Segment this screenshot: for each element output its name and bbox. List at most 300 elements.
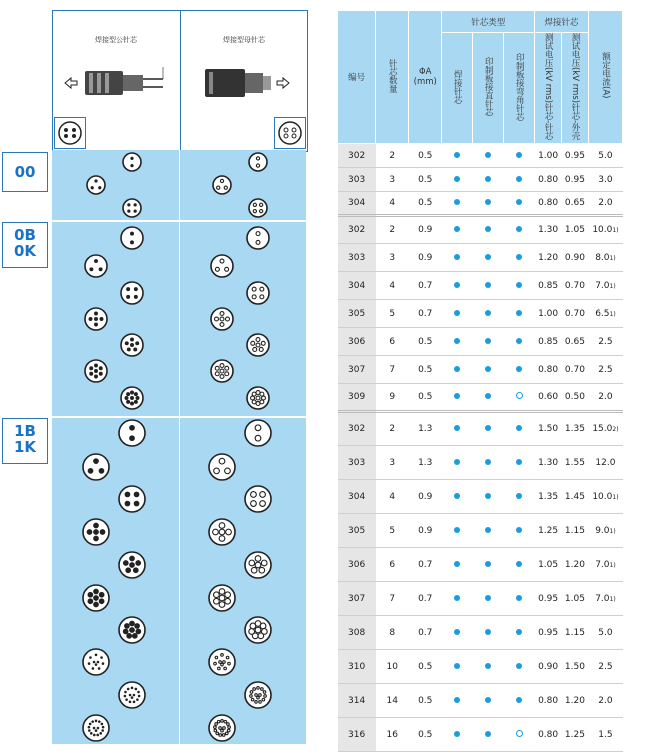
table-row [338,582,623,616]
cell-phi-a: 1.3 [409,412,442,446]
cell-volt-pin-shell: 0.70 [562,356,589,384]
rated-current-note: 1) [612,493,619,501]
cell-pin-type-marker [504,446,535,480]
table-row [338,356,623,384]
cell-pin-type-marker [504,616,535,650]
cell-pin-type-marker [504,216,535,244]
filled-dot-icon [516,595,522,601]
cell-pin-type-marker [473,144,504,168]
female-face-4-pin-icon [247,282,269,304]
spec-table [337,10,623,752]
cell-pin-count: 9 [376,384,409,412]
cell-rated-current [588,412,622,446]
filled-dot-icon [485,731,491,737]
filled-dot-icon [454,629,460,635]
cell-rated-current [588,650,622,684]
cell-pin-count: 7 [376,582,409,616]
cell-pin-count: 6 [376,548,409,582]
filled-dot-icon [485,366,491,372]
cell-phi-a: 0.5 [409,356,442,384]
cell-pin-type-marker [473,718,504,752]
cell-pin-type-marker [442,272,473,300]
cell-pin-type-marker [442,384,473,412]
cell-pin-type-marker [473,300,504,328]
cell-volt-pin-shell: 1.20 [562,684,589,718]
rated-current-value: 7.0 [595,593,610,604]
cell-pin-type-marker [442,356,473,384]
filled-dot-icon [485,459,491,465]
filled-dot-icon [516,697,522,703]
female-face-4-pin-icon [249,199,267,217]
cell-pin-type-marker [473,616,504,650]
cell-pin-type-marker [504,684,535,718]
cell-phi-a: 0.7 [409,616,442,650]
male-face-3-pin-icon [87,176,105,194]
male-face-2-pin-icon [121,227,143,249]
filled-dot-icon [454,254,460,260]
male-face-14-pin-icon [119,682,145,708]
cell-code: 305 [338,514,376,548]
cell-pin-type-marker [442,144,473,168]
cell-pin-type-marker [442,548,473,582]
filled-dot-icon [516,629,522,635]
filled-dot-icon [516,282,522,288]
cell-pin-count: 8 [376,616,409,650]
rated-current-value: 2.5 [598,336,613,347]
cell-pin-type-marker [504,192,535,216]
filled-dot-icon [485,697,491,703]
table-row [338,272,623,300]
cell-pin-type-marker [442,328,473,356]
table-row [338,412,623,446]
cell-volt-pin-shell: 0.70 [562,300,589,328]
cell-volt-pin-shell: 0.70 [562,272,589,300]
cell-pin-type-marker [473,168,504,192]
cell-pin-count: 7 [376,356,409,384]
male-face-5-pin-icon [85,308,107,330]
filled-dot-icon [454,595,460,601]
cell-volt-pin-shell: 1.15 [562,616,589,650]
filled-dot-icon [454,176,460,182]
cell-pin-count: 4 [376,480,409,514]
table-row [338,650,623,684]
cell-rated-current [588,718,622,752]
rated-current-value: 6.5 [595,308,610,319]
filled-dot-icon [454,199,460,205]
filled-dot-icon [485,425,491,431]
rated-current-note: 1) [609,595,616,603]
male-face-9-pin-icon [121,387,143,409]
cell-phi-a: 1.3 [409,446,442,480]
cell-code: 314 [338,684,376,718]
cell-pin-type-marker [504,144,535,168]
cell-pin-type-marker [442,168,473,192]
cell-rated-current [588,446,622,480]
group-label-00-text: 00 [14,163,36,181]
cell-volt-pin-pin: 0.85 [535,272,562,300]
cell-volt-pin-pin: 0.95 [535,582,562,616]
cell-pin-type-marker [473,356,504,384]
female-face-3-pin-icon [209,454,235,480]
group-label-0k-text: 0K [13,242,37,260]
male-face-2-pin-icon [119,420,145,446]
male-face-4-pin-icon [121,282,143,304]
table-row [338,480,623,514]
cell-pin-type-marker [504,244,535,272]
cell-pin-type-marker [473,480,504,514]
female-face-4-pin-icon [245,486,271,512]
female-face-5-pin-icon [211,308,233,330]
cell-phi-a: 0.7 [409,548,442,582]
filled-dot-icon [454,493,460,499]
table-row [338,616,623,650]
filled-dot-icon [454,282,460,288]
cell-pin-type-marker [473,192,504,216]
cell-pin-type-marker [442,300,473,328]
cell-phi-a: 0.5 [409,328,442,356]
cell-code: 304 [338,272,376,300]
cell-volt-pin-pin: 1.30 [535,446,562,480]
filled-dot-icon [485,629,491,635]
cell-code: 302 [338,144,376,168]
cell-pin-count: 2 [376,412,409,446]
cell-volt-pin-shell: 0.95 [562,144,589,168]
cell-pin-type-marker [473,446,504,480]
table-row [338,514,623,548]
cell-code: 302 [338,412,376,446]
cell-pin-type-marker [473,684,504,718]
cell-pin-type-marker [473,328,504,356]
group-label-1b-text: 1B [14,422,36,440]
rated-current-value: 10.0 [592,491,613,502]
filled-dot-icon [516,199,522,205]
female-face-6-pin-icon [245,552,271,578]
cell-pin-count: 5 [376,300,409,328]
filled-dot-icon [454,366,460,372]
cell-volt-pin-pin: 0.60 [535,384,562,412]
cell-volt-pin-pin: 1.50 [535,412,562,446]
cell-rated-current [588,216,622,244]
cell-volt-pin-shell: 1.35 [562,412,589,446]
header-volt-pin-shell: 测试电压(kV rms)针芯-外壳 [562,33,589,144]
filled-dot-icon [485,493,491,499]
table-row [338,328,623,356]
cell-rated-current [588,384,622,412]
female-face-5-pin-icon [209,519,235,545]
cell-rated-current [588,244,622,272]
rated-current-note: 1) [609,254,616,262]
cell-volt-pin-pin: 1.00 [535,144,562,168]
cell-volt-pin-pin: 1.05 [535,548,562,582]
cell-code: 304 [338,192,376,216]
cell-volt-pin-shell: 0.65 [562,328,589,356]
table-row [338,300,623,328]
cell-pin-type-marker [473,582,504,616]
cell-rated-current [588,168,622,192]
header-weld-test: 焊接针芯 [535,11,589,33]
female-face-2-pin-icon [245,420,271,446]
cell-rated-current [588,328,622,356]
cell-pin-type-marker [442,684,473,718]
cell-pin-type-marker [504,384,535,412]
cell-phi-a: 0.5 [409,192,442,216]
cell-pin-count: 2 [376,216,409,244]
cell-phi-a: 0.7 [409,582,442,616]
male-face-4-pin-icon [119,486,145,512]
rated-current-value: 2.0 [598,198,613,209]
male-face-5-pin-icon [83,519,109,545]
cell-volt-pin-shell: 1.50 [562,650,589,684]
header-weld-pin: 焊接针芯 [442,33,473,144]
hollow-dot-icon [516,730,523,737]
filled-dot-icon [485,152,491,158]
rated-current-value: 2.0 [598,392,613,403]
header-phi-a: ΦA (mm) [409,11,442,144]
male-face-6-pin-icon [121,334,143,356]
filled-dot-icon [516,663,522,669]
rated-current-value: 2.5 [598,661,613,672]
rated-current-value: 3.0 [598,174,613,185]
filled-dot-icon [516,425,522,431]
filled-dot-icon [516,366,522,372]
cell-pin-type-marker [442,216,473,244]
female-face-7-pin-icon [209,585,235,611]
cell-code: 305 [338,300,376,328]
filled-dot-icon [485,595,491,601]
cell-rated-current [588,480,622,514]
cell-pin-type-marker [473,216,504,244]
filled-dot-icon [454,152,460,158]
cell-phi-a: 0.5 [409,144,442,168]
female-face-8-pin-icon [245,617,271,643]
rated-current-value: 10.0 [592,225,613,236]
rated-current-note: 1) [609,527,616,535]
cell-pin-count: 4 [376,192,409,216]
cell-volt-pin-pin: 0.95 [535,616,562,650]
filled-dot-icon [516,254,522,260]
cell-volt-pin-pin: 0.85 [535,328,562,356]
filled-dot-icon [516,310,522,316]
filled-dot-icon [516,493,522,499]
cell-code: 304 [338,480,376,514]
table-row [338,718,623,752]
cell-rated-current [588,582,622,616]
male-face-3-pin-icon [83,454,109,480]
cell-volt-pin-pin: 0.80 [535,356,562,384]
header-code: 编号 [338,11,376,144]
cell-rated-current [588,272,622,300]
cell-volt-pin-shell: 0.90 [562,244,589,272]
cell-pin-type-marker [442,480,473,514]
cell-pin-count: 6 [376,328,409,356]
cell-phi-a: 0.5 [409,168,442,192]
filled-dot-icon [454,393,460,399]
cell-code: 307 [338,356,376,384]
female-face-9-pin-icon [247,387,269,409]
cell-volt-pin-shell: 1.05 [562,216,589,244]
table-row [338,684,623,718]
filled-dot-icon [485,310,491,316]
table-row [338,384,623,412]
rated-current-value: 9.0 [595,525,610,536]
filled-dot-icon [454,226,460,232]
cell-rated-current [588,548,622,582]
female-face-2-pin-icon [249,153,267,171]
rated-current-value: 5.0 [598,627,613,638]
cell-volt-pin-shell: 1.05 [562,582,589,616]
header-volt-pin-pin: 测试电压(kV rms)针芯-针芯 [535,33,562,144]
filled-dot-icon [485,338,491,344]
header-pin-count: 针芯数量 [376,11,409,144]
cell-code: 309 [338,384,376,412]
cell-pin-type-marker [473,244,504,272]
filled-dot-icon [516,561,522,567]
cell-pin-type-marker [442,582,473,616]
cell-volt-pin-shell: 1.45 [562,480,589,514]
cell-phi-a: 0.7 [409,300,442,328]
cell-pin-type-marker [442,650,473,684]
cell-pin-type-marker [504,514,535,548]
female-face-2-pin-icon [247,227,269,249]
cell-volt-pin-pin: 0.80 [535,168,562,192]
cell-volt-pin-shell: 0.50 [562,384,589,412]
filled-dot-icon [485,254,491,260]
table-row [338,144,623,168]
cell-volt-pin-pin: 1.35 [535,480,562,514]
male-face-10-pin-icon [83,649,109,675]
filled-dot-icon [454,561,460,567]
rated-current-value: 1.5 [598,729,613,740]
cell-code: 308 [338,616,376,650]
cell-volt-pin-shell: 1.55 [562,446,589,480]
cell-code: 302 [338,216,376,244]
rated-current-value: 15.0 [592,424,613,435]
cell-pin-type-marker [504,650,535,684]
cell-rated-current [588,144,622,168]
male-face-7-pin-icon [83,585,109,611]
header-pcb-straight: 印制板接直针芯 [473,33,504,144]
cell-phi-a: 0.5 [409,684,442,718]
cell-pin-type-marker [504,548,535,582]
rated-current-note: 2) [612,426,619,434]
filled-dot-icon [454,425,460,431]
rated-current-value: 2.5 [598,364,613,375]
filled-dot-icon [485,393,491,399]
male-face-2-pin-icon [123,153,141,171]
cell-pin-count: 14 [376,684,409,718]
cell-pin-type-marker [473,412,504,446]
cell-pin-type-marker [442,244,473,272]
male-face-4-pin-icon [123,199,141,217]
rated-current-value: 7.0 [595,280,610,291]
cell-pin-type-marker [473,548,504,582]
cell-phi-a: 0.5 [409,384,442,412]
cell-volt-pin-pin: 0.80 [535,192,562,216]
filled-dot-icon [516,527,522,533]
filled-dot-icon [454,697,460,703]
cell-volt-pin-pin: 0.80 [535,718,562,752]
cell-phi-a: 0.5 [409,718,442,752]
female-title: 焊接型母针芯 [223,36,265,44]
female-face-16-pin-icon [209,715,235,741]
cell-code: 303 [338,244,376,272]
cell-pin-type-marker [442,514,473,548]
filled-dot-icon [454,459,460,465]
cell-pin-type-marker [442,192,473,216]
cell-pin-type-marker [504,582,535,616]
cell-volt-pin-pin: 0.90 [535,650,562,684]
cell-pin-count: 2 [376,144,409,168]
cell-pin-type-marker [473,384,504,412]
cell-phi-a: 0.9 [409,244,442,272]
rated-current-value: 12.0 [595,457,616,468]
cell-rated-current [588,356,622,384]
female-face-7-pin-icon [211,360,233,382]
cell-volt-pin-shell: 1.25 [562,718,589,752]
cell-pin-count: 16 [376,718,409,752]
cell-pin-type-marker [504,718,535,752]
cell-volt-pin-pin: 0.80 [535,684,562,718]
cell-pin-type-marker [504,412,535,446]
filled-dot-icon [485,226,491,232]
header-pcb-angle: 印制板接弯角针芯 [504,33,535,144]
filled-dot-icon [516,226,522,232]
group-label-0b-text: 0B [14,226,36,244]
cell-pin-type-marker [473,650,504,684]
filled-dot-icon [454,663,460,669]
cell-pin-count: 4 [376,272,409,300]
table-row [338,446,623,480]
table-row [338,192,623,216]
rated-current-value: 5.0 [598,150,613,161]
cell-code: 310 [338,650,376,684]
filled-dot-icon [485,176,491,182]
header-rated-current: 额定电流(A) [588,11,622,144]
header-pin-type: 针芯类型 [442,11,535,33]
female-face-3-pin-icon [211,255,233,277]
cell-phi-a: 0.5 [409,650,442,684]
male-title: 焊接型公针芯 [95,36,137,44]
cell-rated-current [588,192,622,216]
filled-dot-icon [454,310,460,316]
rated-current-value: 8.0 [595,252,610,263]
filled-dot-icon [516,176,522,182]
male-face-7-pin-icon [85,360,107,382]
cell-volt-pin-pin: 1.30 [535,216,562,244]
group-label-1k-text: 1K [13,438,37,456]
cell-phi-a: 0.9 [409,216,442,244]
cell-pin-type-marker [442,412,473,446]
cell-pin-count: 3 [376,446,409,480]
filled-dot-icon [485,561,491,567]
rated-current-value: 7.0 [595,559,610,570]
male-face-16-pin-icon [83,715,109,741]
male-face-3-pin-icon [85,255,107,277]
table-row [338,244,623,272]
rated-current-note: 1) [609,282,616,290]
filled-dot-icon [485,282,491,288]
cell-pin-count: 3 [376,168,409,192]
rated-current-note: 1) [609,561,616,569]
cell-volt-pin-shell: 0.65 [562,192,589,216]
male-face-6-pin-icon [119,552,145,578]
cell-code: 303 [338,446,376,480]
cell-pin-count: 10 [376,650,409,684]
cell-volt-pin-pin: 1.25 [535,514,562,548]
cell-rated-current [588,684,622,718]
cell-phi-a: 0.9 [409,514,442,548]
cell-volt-pin-pin: 1.20 [535,244,562,272]
